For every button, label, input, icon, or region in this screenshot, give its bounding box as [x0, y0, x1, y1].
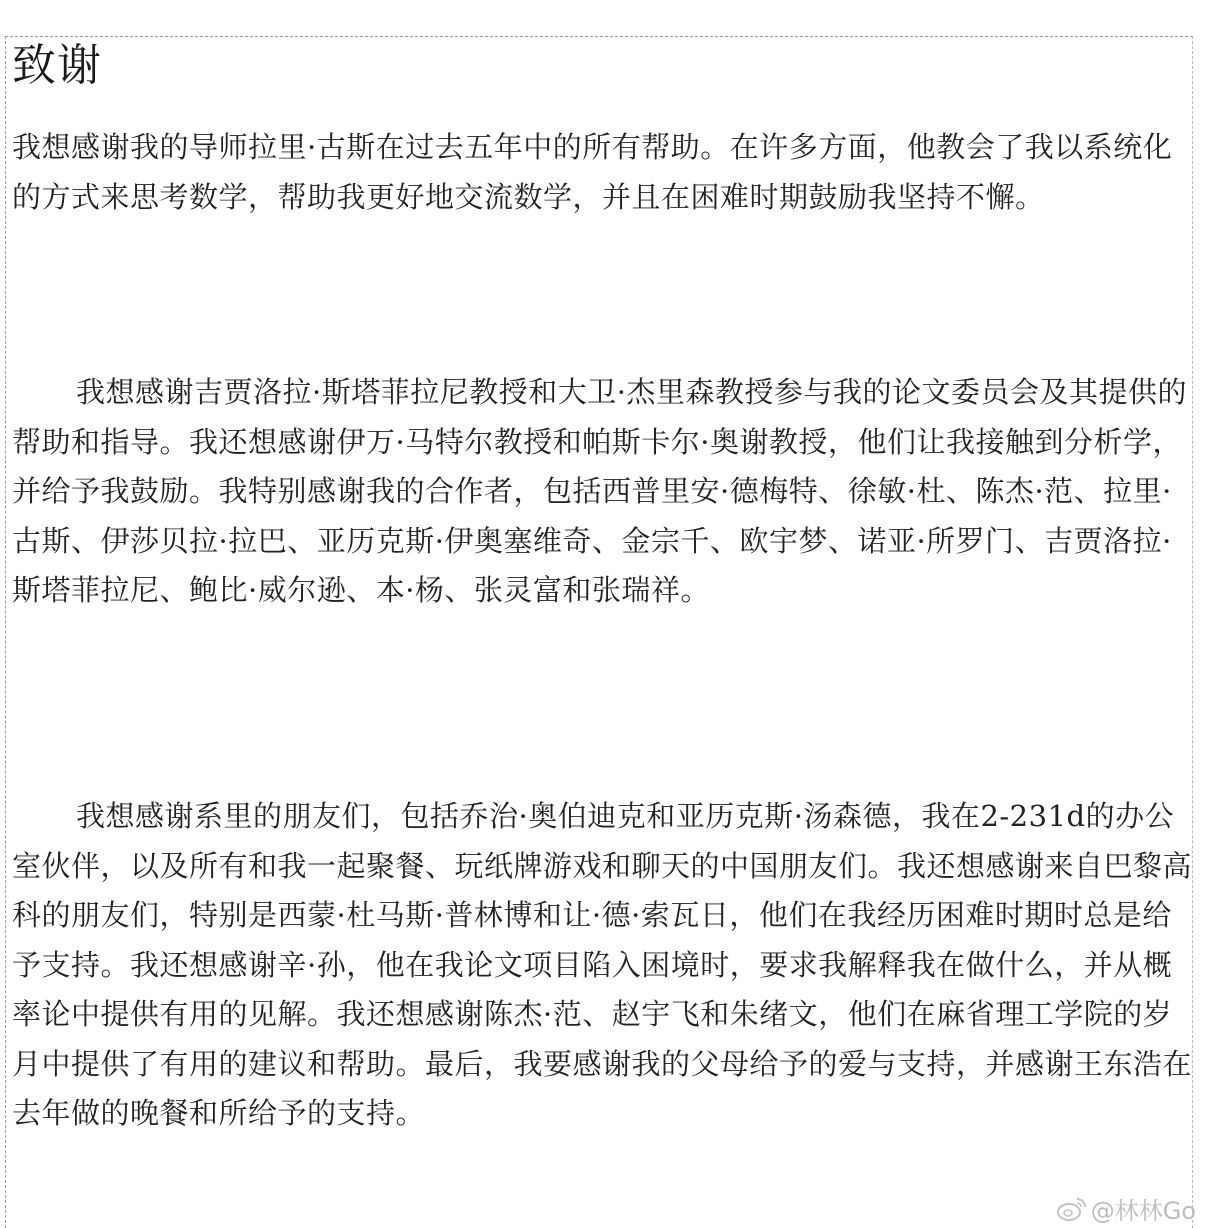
acknowledgement-paragraph-advisor: 我想感谢我的导师拉里·古斯在过去五年中的所有帮助。在许多方面，他教会了我以系统化的方式来思考数学，帮助我更好地交流数学，并且在困难时期鼓励我坚持不懈。 [12, 130, 1173, 214]
watermark [1057, 1191, 1196, 1226]
acknowledgement-paragraph-friends-family: 我想感谢系里的朋友们，包括乔治·奥伯迪克和亚历克斯·汤森德，我在2-231d的办公室伙伴，以及所有和我一起聚餐、玩纸牌游戏和聊天的中国朋友们。我还想感谢来自巴黎高科的朋友们，特别是西蒙·杜马斯·普林博和让·德·索瓦日，他们在我经历困难时期时总是给予支持。我还想感谢辛·孙，他在我论文项目陷入困境时，要求我解释我在做什么，并从概率论中提供有用的见解。我还想感谢陈杰·范、赵宇飞和朱绪文，他们在麻省理工学院的岁月中提供了有用的建议和帮助。最后，我要感谢我的父母给予的爱与支持，并感谢王东浩在去年做的晚餐和所给予的支持。 [12, 799, 1193, 1130]
acknowledgement-paragraph-committee: 我想感谢吉贾洛拉·斯塔菲拉尼教授和大卫·杰里森教授参与我的论文委员会及其提供的帮助和指导。我还想感谢伊万·马特尔教授和帕斯卡尔·奥谢教授，他们让我接触到分析学，并给予我鼓励。我特别感谢我的合作者，包括西普里安·德梅特、徐敏·杜、陈杰·范、拉里·古斯、伊莎贝拉·拉巴、亚历克斯·伊奥塞维奇、金宗千、欧宇梦、诺亚·所罗门、吉贾洛拉·斯塔菲拉尼、鲍比·威尔逊、本·杨、张灵富和张瑞祥。 [12, 375, 1187, 607]
watermark-text: @林林Go [1090, 1197, 1196, 1225]
page-title: 致谢 [12, 40, 102, 91]
weibo-logo-icon [1057, 1196, 1087, 1222]
